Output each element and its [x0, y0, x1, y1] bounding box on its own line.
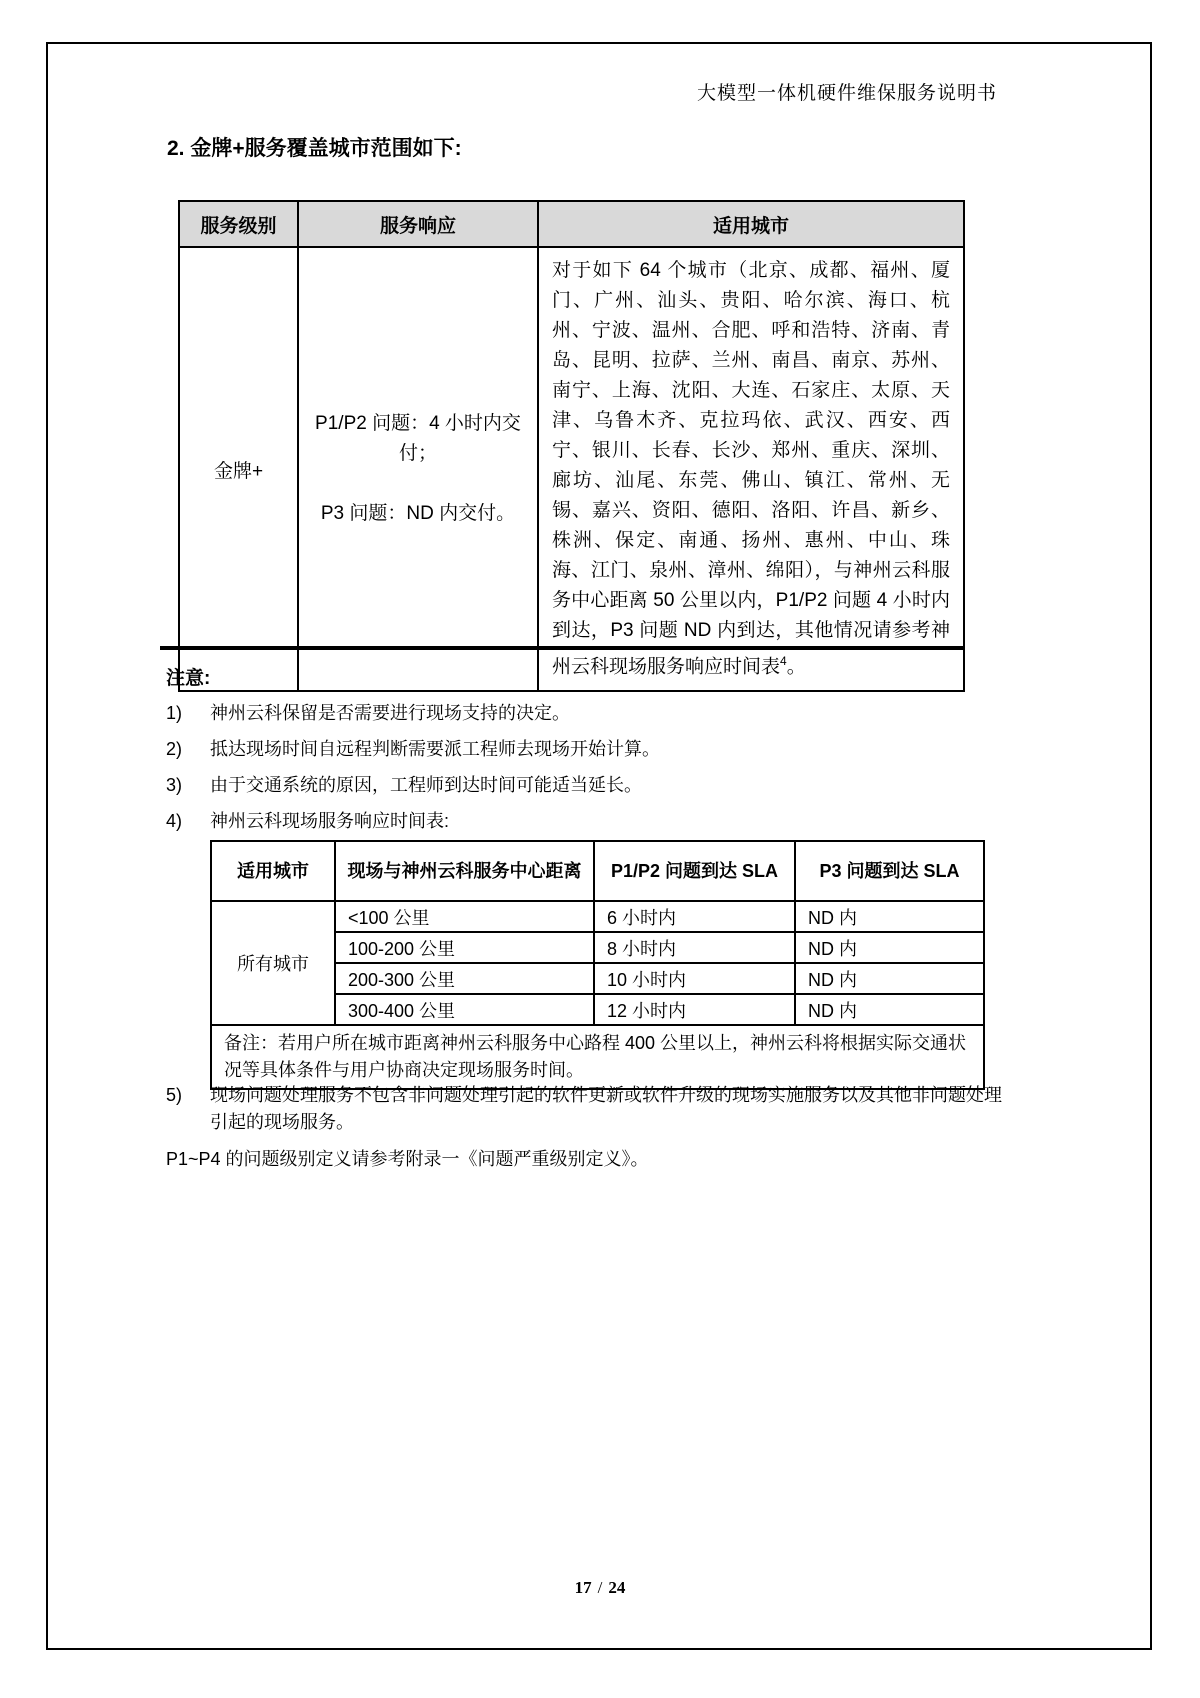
- closing-note: P1~P4 的问题级别定义请参考附录一《问题严重级别定义》。: [166, 1149, 649, 1169]
- page-current: 17: [574, 1578, 592, 1597]
- header-service-response: 服务响应: [298, 201, 538, 247]
- header-applicable-cities: 适用城市: [538, 201, 964, 247]
- p3-sla-cell: ND 内: [795, 901, 984, 932]
- p12-sla-cell: 10 小时内: [594, 963, 795, 994]
- distance-cell: 100-200 公里: [335, 932, 594, 963]
- p3-sla-cell: ND 内: [795, 994, 984, 1025]
- p12-sla-cell: 12 小时内: [594, 994, 795, 1025]
- note-item-3: [166, 772, 1002, 799]
- page-total: 24: [608, 1578, 626, 1597]
- header-p12-sla: P1/P2 问题到达 SLA: [594, 841, 795, 901]
- note-item-1: [166, 700, 1002, 727]
- table-row: [211, 901, 984, 932]
- note-item-5: [166, 1082, 1002, 1136]
- note-text: 由于交通系统的原因，工程师到达时间可能适当延长。: [210, 775, 642, 795]
- city-scope-cell: 所有城市: [211, 901, 335, 1025]
- note-text: 抵达现场时间自远程判断需要派工程师去现场开始计算。: [210, 739, 660, 759]
- header-applicable-cities: 适用城市: [211, 841, 335, 901]
- response-p12: P1/P2 问题：4 小时内交付；: [315, 413, 521, 465]
- cities-text-end: 。: [786, 656, 806, 678]
- cities-text: 对于如下 64 个城市（北京、成都、福州、厦门、广州、汕头、贵阳、哈尔滨、海口、杭州、宁波、温州、合肥、呼和浩特、济南、青岛、昆明、拉萨、兰州、南昌、南京、苏州、南宁、上海、沈阳、大连、石家庄、太原、天津、乌鲁木齐、克拉玛依、武汉、西安、西宁、银川、长春、长沙、郑州、重庆、深圳、廊坊、汕尾、东莞、佛山、镇江、常州、无锡、嘉兴、资阳、德阳、洛阳、许昌、新乡、株洲、保定、南通、扬州、惠州、中山、珠海、江门、泉州、漳州、绵阳），与神州云科服务中心距离 50 公里以内，P1/P2 问题 4 小时内到达，P3 问题 ND 内到达，其他情况请参考神州云科现场服务响应时间表: [552, 260, 950, 678]
- applicable-cities-cell: [538, 247, 964, 691]
- note-number: 1): [166, 703, 183, 723]
- note-item-2: [166, 736, 1002, 763]
- response-p3: P3 问题：ND 内交付。: [320, 503, 516, 525]
- gold-plus-coverage-table: [178, 200, 965, 692]
- section-heading: 2. 金牌+服务覆盖城市范围如下:: [167, 137, 462, 160]
- p3-sla-cell: ND 内: [795, 932, 984, 963]
- remark-cell: 备注：若用户所在城市距离神州云科服务中心路程 400 公里以上，神州云科将根据实际交通状况等具体条件与用户协商决定现场服务时间。: [211, 1025, 984, 1089]
- distance-cell: 200-300 公里: [335, 963, 594, 994]
- table-header-row: [211, 841, 984, 901]
- service-response-cell: [298, 247, 538, 691]
- header-p3-sla: P3 问题到达 SLA: [795, 841, 984, 901]
- header-distance: 现场与神州云科服务中心距离: [335, 841, 594, 901]
- table-row: [179, 247, 964, 691]
- distance-cell: 300-400 公里: [335, 994, 594, 1025]
- note-text: 神州云科现场服务响应时间表:: [210, 811, 449, 831]
- p12-sla-cell: 6 小时内: [594, 901, 795, 932]
- table-header-row: [179, 201, 964, 247]
- notes-label: 注意:: [166, 668, 211, 689]
- section-divider: [160, 646, 965, 650]
- page-separator: /: [597, 1578, 603, 1597]
- note-text: 现场问题处理服务不包含非问题处理引起的软件更新或软件升级的现场实施服务以及其他非问题处理引起的现场服务。: [210, 1085, 1002, 1132]
- response-time-table: [210, 840, 985, 1090]
- doc-header-title: 大模型一体机硬件维保服务说明书: [696, 83, 997, 104]
- note-text: 神州云科保留是否需要进行现场支持的决定。: [210, 703, 570, 723]
- service-level-cell: 金牌+: [179, 247, 298, 691]
- table-remark-row: [211, 1025, 984, 1089]
- p3-sla-cell: ND 内: [795, 963, 984, 994]
- header-service-level: 服务级别: [179, 201, 298, 247]
- note-item-4: [166, 808, 1002, 835]
- page-number: [0, 1578, 1200, 1598]
- note-number: 4): [166, 811, 183, 831]
- footnote-marker: 4: [780, 654, 787, 668]
- note-number: 3): [166, 775, 183, 795]
- p12-sla-cell: 8 小时内: [594, 932, 795, 963]
- note-number: 2): [166, 739, 183, 759]
- distance-cell: <100 公里: [335, 901, 594, 932]
- note-number: 5): [166, 1085, 183, 1105]
